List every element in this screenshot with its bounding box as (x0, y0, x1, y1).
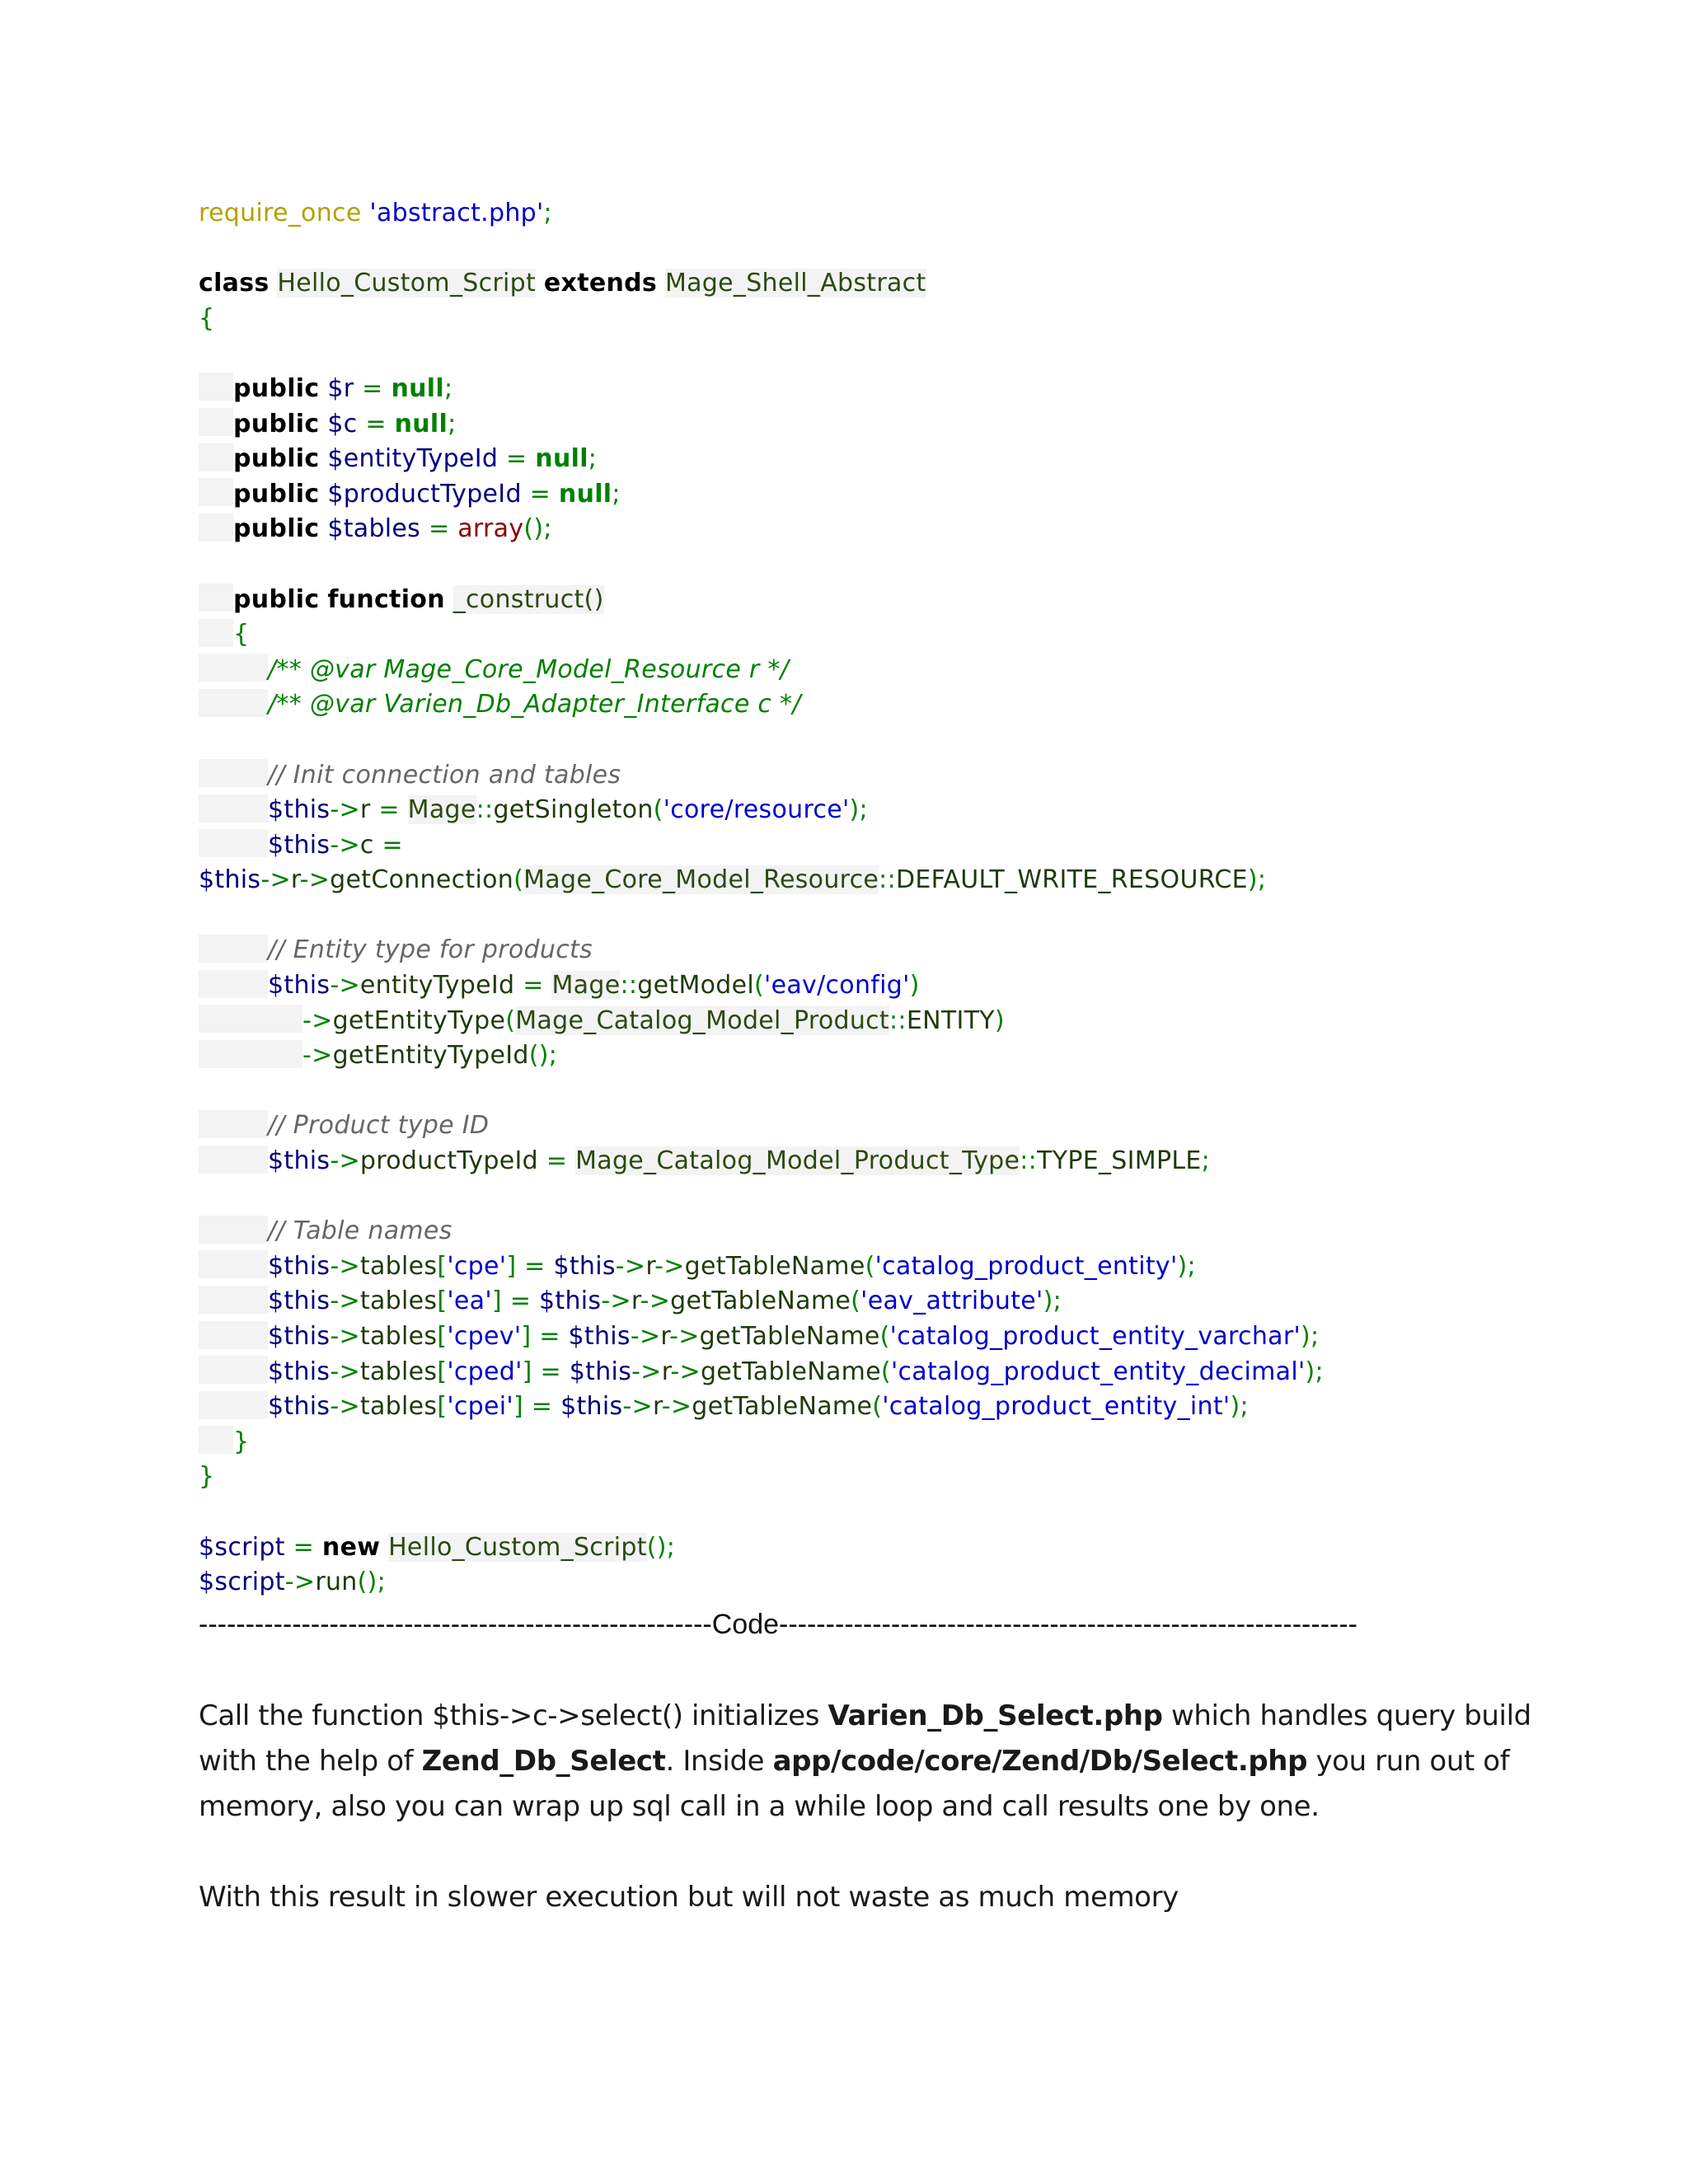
code-token: getTableName (692, 1392, 873, 1422)
code-token: r (290, 865, 300, 895)
code-token: public (233, 373, 320, 403)
code-token: -> (630, 1322, 661, 1351)
code-token: ] = (491, 1286, 539, 1316)
code-token: ; (443, 373, 453, 403)
code-token: ( (879, 1322, 890, 1351)
code-token: $this (268, 1251, 331, 1281)
paragraph-text: . Inside (665, 1745, 773, 1778)
code-line (199, 1038, 1534, 1074)
code-token: 'catalog_product_entity_decimal' (890, 1357, 1306, 1386)
code-indent (199, 829, 268, 857)
code-token: $productTypeId (327, 479, 522, 509)
code-token: } (199, 1462, 215, 1492)
code-token: productTypeId (359, 1146, 538, 1176)
code-token: r (660, 1322, 670, 1351)
code-token: extends (543, 269, 658, 298)
code-token: (); (528, 1041, 558, 1071)
code-token (319, 410, 327, 438)
code-token: getEntityType (332, 1005, 506, 1035)
code-token: $this (268, 1286, 331, 1316)
code-token (657, 269, 665, 298)
paragraph-text: you run out of memory, also you can wrap up sql call in a while loop and call results one by one. (199, 1745, 1510, 1823)
code-token: $this (539, 1286, 602, 1316)
code-indent (199, 1426, 233, 1454)
code-line (199, 1108, 1534, 1144)
code-token: ); (1305, 1357, 1324, 1386)
code-token: function (327, 584, 445, 614)
code-token: $c (327, 409, 358, 438)
code-token: public (233, 514, 320, 544)
code-token: tables (359, 1286, 438, 1316)
code-token: public (233, 444, 320, 474)
code-token: $this (268, 1322, 331, 1351)
code-blank-line (199, 723, 1534, 758)
code-token: 'ea' (447, 1286, 492, 1316)
code-token: ] = (506, 1251, 554, 1281)
code-token: ENTITY (906, 1005, 995, 1035)
code-token: ; (612, 479, 621, 509)
code-token: (); (646, 1532, 676, 1562)
code-block (199, 196, 1534, 1601)
code-line (199, 1249, 1534, 1285)
code-token: /** @var Mage_Core_Model_Resource r */ (268, 654, 790, 684)
code-token: ( (754, 971, 765, 1001)
code-indent (199, 583, 233, 612)
code-indent (199, 1146, 268, 1174)
code-line (199, 617, 1534, 653)
code-token: _construct() (452, 584, 604, 614)
code-token: null (391, 373, 444, 403)
code-blank-line (199, 1074, 1534, 1109)
code-token: public (233, 584, 320, 614)
code-token: 'cped' (447, 1357, 523, 1386)
code-line (199, 653, 1534, 688)
code-token: // Table names (268, 1216, 452, 1246)
code-token: Mage_Core_Model_Resource (523, 865, 879, 895)
code-line (199, 442, 1534, 477)
paragraph-bold-term: Zend_Db_Select (421, 1745, 666, 1778)
code-token: // Product type ID (268, 1111, 490, 1141)
code-line (199, 1355, 1534, 1390)
code-token: ); (1043, 1286, 1062, 1316)
code-token: ( (653, 795, 663, 825)
code-token: 'eav/config' (764, 971, 910, 1001)
code-token: = (370, 795, 408, 825)
code-token: Mage_Catalog_Model_Product (515, 1005, 889, 1035)
code-token: $entityTypeId (327, 444, 499, 474)
code-token: ( (865, 1251, 875, 1281)
code-token: (); (357, 1568, 387, 1597)
code-token: -> (302, 1041, 333, 1071)
code-token (319, 374, 327, 403)
code-token: Mage_Catalog_Model_Product_Type (575, 1146, 1020, 1176)
code-token: ] = (521, 1322, 569, 1351)
code-token: -> (631, 1357, 662, 1386)
code-token: = (357, 409, 395, 438)
code-token: new (321, 1532, 381, 1562)
code-token: $this (268, 830, 331, 860)
paragraph-bold-term: Varien_Db_Select.php (828, 1699, 1163, 1732)
code-line (199, 583, 1534, 618)
code-token: getTableName (684, 1251, 865, 1281)
code-indent (199, 1216, 268, 1244)
code-blank-line (199, 547, 1534, 583)
code-token: public (233, 409, 320, 438)
code-token: -> (260, 865, 291, 895)
code-token: -> (330, 830, 360, 860)
code-token: $this (268, 1357, 331, 1386)
code-line (199, 1460, 1534, 1495)
code-token: $this (553, 1251, 616, 1281)
code-token: ); (1247, 865, 1267, 895)
code-token: r (661, 1357, 671, 1386)
code-token: -> (601, 1286, 631, 1316)
code-line (199, 196, 1534, 232)
code-token: getTableName (700, 1357, 881, 1386)
code-token: $this (199, 865, 261, 895)
code-indent (199, 689, 268, 717)
code-token: [ (437, 1322, 448, 1351)
code-blank-line (199, 336, 1534, 372)
code-indent (199, 794, 268, 823)
code-token: -> (299, 865, 331, 895)
code-token: // Entity type for products (268, 935, 593, 965)
code-indent (199, 373, 233, 401)
code-token: :: (879, 865, 896, 895)
code-token: = (284, 1532, 322, 1562)
code-line (199, 1390, 1534, 1425)
code-token: getTableName (670, 1286, 851, 1316)
code-token: ( (872, 1392, 883, 1422)
code-token: $tables (327, 514, 421, 544)
code-token: -> (622, 1392, 653, 1422)
code-token: ; (448, 409, 457, 438)
code-token: r (645, 1251, 655, 1281)
code-line (199, 302, 1534, 337)
code-indent (199, 1321, 268, 1349)
code-token: $this (268, 795, 331, 825)
paragraph-bold-term: app/code/core/Zend/Db/Select.php (772, 1745, 1308, 1778)
code-token: TYPE_SIMPLE (1037, 1146, 1202, 1176)
code-line (199, 372, 1534, 407)
code-token: = (521, 479, 559, 509)
code-token: [ (437, 1392, 448, 1422)
code-token (319, 514, 327, 543)
code-indent (199, 654, 268, 682)
code-token: 'abstract.php' (369, 199, 544, 227)
code-token: { (199, 303, 215, 333)
code-token: -> (330, 1286, 360, 1316)
code-indent (199, 619, 233, 647)
code-token: Mage (551, 971, 621, 1001)
code-blank-line (199, 898, 1534, 934)
code-token (536, 269, 544, 298)
code-token: -> (284, 1568, 316, 1597)
code-token: ; (543, 199, 552, 227)
code-token: -> (669, 1322, 700, 1351)
code-token: $this (560, 1392, 623, 1422)
code-token: [ (437, 1357, 448, 1386)
code-line (199, 1214, 1534, 1249)
code-token: :: (620, 971, 638, 1001)
code-line (199, 1425, 1534, 1460)
code-token: ; (588, 444, 598, 474)
code-token: entityTypeId (359, 971, 515, 1001)
code-token: -> (330, 1251, 360, 1281)
code-token: Hello_Custom_Script (388, 1532, 647, 1562)
code-token: -> (654, 1251, 685, 1281)
code-token: tables (359, 1392, 438, 1422)
code-line (199, 1284, 1534, 1319)
code-indent (199, 1286, 268, 1314)
code-token: 'cpev' (447, 1322, 522, 1351)
code-indent (199, 1110, 268, 1138)
code-token: class (199, 269, 270, 298)
code-token: 'catalog_product_entity_varchar' (889, 1322, 1301, 1351)
code-line (199, 1004, 1534, 1039)
code-indent (199, 970, 268, 998)
code-token (380, 1533, 388, 1562)
code-token: :: (476, 795, 494, 825)
code-token: -> (302, 1005, 333, 1035)
code-token: DEFAULT_WRITE_RESOURCE (896, 865, 1248, 895)
code-indent (199, 1356, 268, 1384)
code-token: -> (330, 971, 360, 1001)
code-token: null (394, 409, 448, 438)
code-token: ( (505, 1005, 516, 1035)
code-token: r (652, 1392, 662, 1422)
code-token: = (498, 444, 536, 474)
code-line (199, 477, 1534, 513)
paragraph-text: Call the function $this->c->select() initializes (199, 1699, 828, 1732)
code-token (319, 480, 327, 509)
code-line (199, 1319, 1534, 1355)
code-token: getModel (637, 971, 755, 1001)
code-token: r (631, 1286, 640, 1316)
code-line (199, 758, 1534, 794)
code-indent (199, 478, 233, 506)
code-token: $this (268, 1392, 331, 1422)
code-token: :: (889, 1005, 907, 1035)
code-token: 'catalog_product_entity' (874, 1251, 1178, 1281)
code-token: ( (851, 1286, 861, 1316)
code-token: null (558, 479, 612, 509)
code-token: [ (437, 1286, 448, 1316)
code-token (319, 444, 327, 473)
code-token (270, 269, 278, 298)
code-token: 'core/resource' (663, 795, 850, 825)
code-token: ( (513, 865, 524, 895)
code-token: ( (880, 1357, 891, 1386)
code-blank-line (199, 232, 1534, 267)
code-token: $this (268, 971, 331, 1001)
code-token: $this (568, 1322, 631, 1351)
code-indent (199, 443, 233, 471)
code-token: ; (1201, 1146, 1211, 1176)
code-token: ] = (513, 1392, 561, 1422)
code-token: getEntityTypeId (332, 1041, 529, 1071)
code-token: /** @var Varien_Db_Adapter_Interface c */ (268, 690, 801, 719)
code-token: require_once (199, 199, 362, 227)
code-line (199, 968, 1534, 1004)
code-line (199, 512, 1534, 547)
code-token: ) (909, 971, 920, 1001)
code-token: getTableName (699, 1322, 880, 1351)
code-token (445, 585, 453, 614)
code-token: ); (849, 795, 868, 825)
code-token: $script (199, 1532, 285, 1562)
paragraph-text: which handles query build with the help of (199, 1699, 1531, 1778)
code-token: $this (268, 1146, 331, 1176)
code-separator: -------------------------------------------------------Code-------------------------------------------------------------- (199, 1609, 1357, 1640)
code-indent (199, 1005, 302, 1033)
code-indent (199, 935, 268, 963)
code-token: $script (199, 1568, 285, 1597)
code-token: = (354, 373, 392, 403)
code-token: -> (330, 1357, 360, 1386)
code-line (199, 793, 1534, 828)
code-token: = (514, 971, 552, 1001)
code-token: r (359, 795, 371, 825)
code-token: ); (1177, 1251, 1196, 1281)
code-token: -> (330, 1322, 360, 1351)
code-token: (); (523, 514, 552, 544)
code-token: [ (437, 1251, 448, 1281)
code-token: -> (330, 1392, 360, 1422)
code-token: $this (569, 1357, 632, 1386)
code-token: -> (661, 1392, 692, 1422)
paragraph-note: With this result in slower execution but will not waste as much memory (199, 1881, 1179, 1914)
code-blank-line (199, 1495, 1534, 1530)
code-token: Mage (407, 795, 476, 825)
code-token: tables (359, 1251, 438, 1281)
code-indent (199, 1250, 268, 1278)
code-token: ); (1301, 1322, 1320, 1351)
code-token: 'cpe' (447, 1251, 507, 1281)
code-indent (199, 759, 268, 787)
code-line (199, 863, 1534, 898)
code-token: ); (1230, 1392, 1249, 1422)
code-token: tables (359, 1322, 438, 1351)
code-token: ) (994, 1005, 1005, 1035)
code-indent (199, 513, 233, 541)
code-token: :: (1020, 1146, 1038, 1176)
code-token: public (233, 479, 320, 509)
code-token: // Init connection and tables (268, 760, 621, 790)
code-token: 'eav_attribute' (860, 1286, 1043, 1316)
code-line (199, 1565, 1534, 1601)
code-token: null (535, 444, 588, 474)
code-token: 'cpei' (447, 1392, 513, 1422)
code-indent (199, 1391, 268, 1419)
code-indent (199, 408, 233, 436)
code-token: 'catalog_product_entity_int' (882, 1392, 1231, 1422)
code-token: = (373, 830, 403, 860)
code-token: -> (330, 1146, 360, 1176)
paragraph-explanation (199, 1694, 1550, 1830)
code-token: = (420, 514, 458, 544)
code-token: tables (359, 1357, 438, 1386)
code-token: Hello_Custom_Script (277, 269, 537, 298)
code-token: run (315, 1568, 358, 1597)
code-token: Mage_Shell_Abstract (664, 269, 926, 298)
code-line (199, 1530, 1534, 1566)
code-token: -> (670, 1357, 701, 1386)
code-token: getSingleton (493, 795, 654, 825)
code-line (199, 687, 1534, 723)
code-token: { (233, 620, 250, 649)
code-blank-line (199, 1179, 1534, 1215)
code-line (199, 1144, 1534, 1179)
code-line (199, 266, 1534, 302)
code-indent (199, 1040, 302, 1068)
code-line (199, 933, 1534, 968)
code-line (199, 407, 1534, 443)
code-token: -> (640, 1286, 671, 1316)
code-token: -> (615, 1251, 646, 1281)
code-token: -> (330, 795, 360, 825)
code-token: = (537, 1146, 576, 1176)
code-token (362, 199, 370, 227)
code-token: c (359, 830, 374, 860)
code-token: array (457, 514, 524, 544)
code-token: } (233, 1427, 250, 1456)
code-line (199, 828, 1534, 864)
code-token: getConnection (330, 865, 514, 895)
code-token: $r (327, 373, 354, 403)
code-token (319, 585, 327, 614)
code-token: ] = (522, 1357, 570, 1386)
